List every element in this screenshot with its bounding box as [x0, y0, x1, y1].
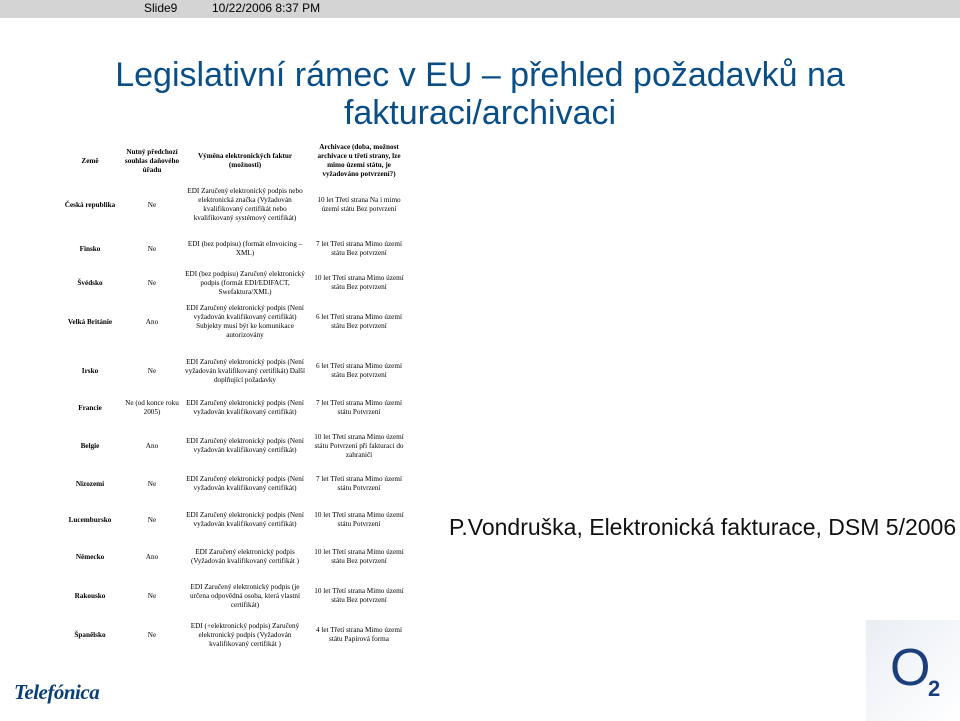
- header-exchange: Výměna elektronických faktur (možnosti): [197, 152, 293, 169]
- exchange-cell: EDI Zaručený elektronický podpis (Není vyžadován kvalifikovaný certifikát): [186, 399, 304, 416]
- o2-logo: [866, 620, 960, 721]
- table-row: [58, 502, 410, 538]
- table-row: [58, 300, 410, 344]
- consent-cell: Ne: [147, 278, 157, 287]
- slide-number: Slide9: [144, 1, 178, 15]
- slide-title: Legislativní rámec v EU – přehled požadavků na fakturaci/archivaci: [115, 56, 845, 132]
- consent-cell: Ne: [147, 479, 157, 488]
- country-cell: Česká republika: [64, 200, 116, 209]
- table-row: [58, 616, 410, 654]
- row-gap: [58, 344, 410, 352]
- archive-cell: 7 let Třetí strana Mimo území státu Potvrzení: [316, 475, 402, 492]
- header-consent: Nutný předchozí souhlas daňového úřadu: [124, 147, 180, 174]
- table-row: [58, 426, 410, 466]
- archive-cell: 4 let Třetí strana Mimo území státu Papírová forma: [316, 626, 402, 643]
- country-cell: Francie: [78, 403, 102, 412]
- country-cell: Irsko: [81, 366, 99, 375]
- legislation-table: [58, 136, 410, 654]
- exchange-cell: EDI Zaručený elektronický podpis (Vyžadován kvalifikovaný certifikát ): [191, 548, 299, 565]
- consent-cell: Ano: [145, 317, 159, 326]
- country-cell: Švédsko: [77, 278, 103, 287]
- exchange-cell: EDI Zaručený elektronický podpis (Není vyžadován kvalifikovaný certifikát) Další doplňující požadavky: [185, 357, 305, 384]
- exchange-cell: EDI Zaručený elektronický podpis (je určena odpovědná osoba, která vlastní certifikát): [190, 582, 300, 609]
- window-header: [0, 0, 960, 18]
- country-cell: Španělsko: [74, 630, 106, 639]
- exchange-cell: EDI Zaručený elektronický podpis (Není vyžadován kvalifikovaný certifikát) Subjekty musí být ke komunikace autorizovány: [186, 304, 304, 339]
- archive-cell: 10 let Třetí strana Mimo území státu Bez potvrzení: [314, 587, 404, 604]
- consent-cell: Ano: [145, 552, 159, 561]
- exchange-cell: EDI (bez podpisu) Zaručený elektronický podpis (formát EDI/EDIFACT, Swefaktura/XML): [185, 269, 305, 296]
- row-gap: [58, 224, 410, 232]
- telefonica-logo: Telefónica: [14, 680, 100, 704]
- country-cell: Rakousko: [74, 591, 106, 600]
- archive-cell: 6 let Třetí strana Mimo území státu Bez potvrzení: [316, 313, 402, 330]
- exchange-cell: EDI (+elektronický podpis) Zaručený elektronický podpis (Vyžadován kvalifikovaný certifikát ): [190, 621, 300, 648]
- archive-cell: 10 let Třetí strana Mimo území státu Potvrzení při fakturaci do zahraničí: [314, 432, 404, 459]
- archive-cell: 10 let Třetí strana Mimo území státu Bez potvrzení: [314, 548, 404, 565]
- consent-cell: Ne (od konce roku 2005): [125, 399, 179, 416]
- table-row: [58, 466, 410, 502]
- author-citation: P.Vondruška, Elektronická fakturace, DSM 5/2006: [449, 514, 957, 540]
- header-archive: Archivace (doba, možnost archivace u třetí strany, lze mimo území státu, je vyžadováno potvrzení?): [317, 143, 401, 178]
- archive-cell: 10 let Třetí strana Na i mimo území státu Bez potvrzení: [317, 196, 401, 213]
- table-header-row: [58, 136, 410, 186]
- o2-logo-letter: O: [890, 639, 931, 697]
- table-row: [58, 186, 410, 224]
- slide-datetime: 10/22/2006 8:37 PM: [212, 1, 321, 15]
- archive-cell: 7 let Třetí strana Mimo území státu Bez potvrzení: [316, 240, 402, 257]
- consent-cell: Ano: [145, 441, 159, 450]
- table-row: [58, 538, 410, 576]
- table-row: [58, 266, 410, 300]
- country-cell: Velká Británie: [67, 317, 113, 326]
- exchange-cell: EDI Zaručený elektronický podpis (Není vyžadován kvalifikovaný certifikát): [186, 511, 304, 528]
- table-row: [58, 352, 410, 390]
- country-cell: Finsko: [79, 244, 101, 253]
- consent-cell: Ne: [147, 200, 157, 209]
- archive-cell: 10 let Třetí strana Mimo území státu Bez potvrzení: [314, 274, 404, 291]
- exchange-cell: EDI (bez podpisu) (formát eInvoicing – XML): [187, 240, 303, 257]
- consent-cell: Ne: [147, 591, 157, 600]
- country-cell: Lucembursko: [68, 515, 112, 524]
- table-row: [58, 390, 410, 426]
- archive-cell: 7 let Třetí strana Mimo území státu Potvrzení: [316, 399, 402, 416]
- consent-cell: Ne: [147, 244, 157, 253]
- exchange-cell: EDI Zaručený elektronický podpis nebo elektronická značka (Vyžadován kvalifikovaný certifikát nebo kvalifikovaný systémový certifikát): [187, 187, 303, 222]
- consent-cell: Ne: [147, 366, 157, 375]
- country-cell: Belgie: [80, 441, 100, 450]
- consent-cell: Ne: [147, 515, 157, 524]
- header-country: Země: [81, 156, 99, 165]
- o2-logo-subscript: 2: [928, 676, 941, 701]
- exchange-cell: EDI Zaručený elektronický podpis (Není vyžadován kvalifikovaný certifikát): [186, 437, 304, 454]
- table-row: [58, 232, 410, 266]
- archive-cell: 10 let Třetí strana Mimo území státu Potvrzení: [314, 511, 404, 528]
- consent-cell: Ne: [147, 630, 157, 639]
- archive-cell: 6 let Třetí strana Mimo území státu Bez potvrzení: [316, 362, 402, 379]
- exchange-cell: EDI Zaručený elektronický podpis (Není vyžadován kvalifikovaný certifikát): [186, 475, 304, 492]
- country-cell: Německo: [75, 552, 105, 561]
- table-row: [58, 576, 410, 616]
- country-cell: Nizozemí: [75, 479, 105, 488]
